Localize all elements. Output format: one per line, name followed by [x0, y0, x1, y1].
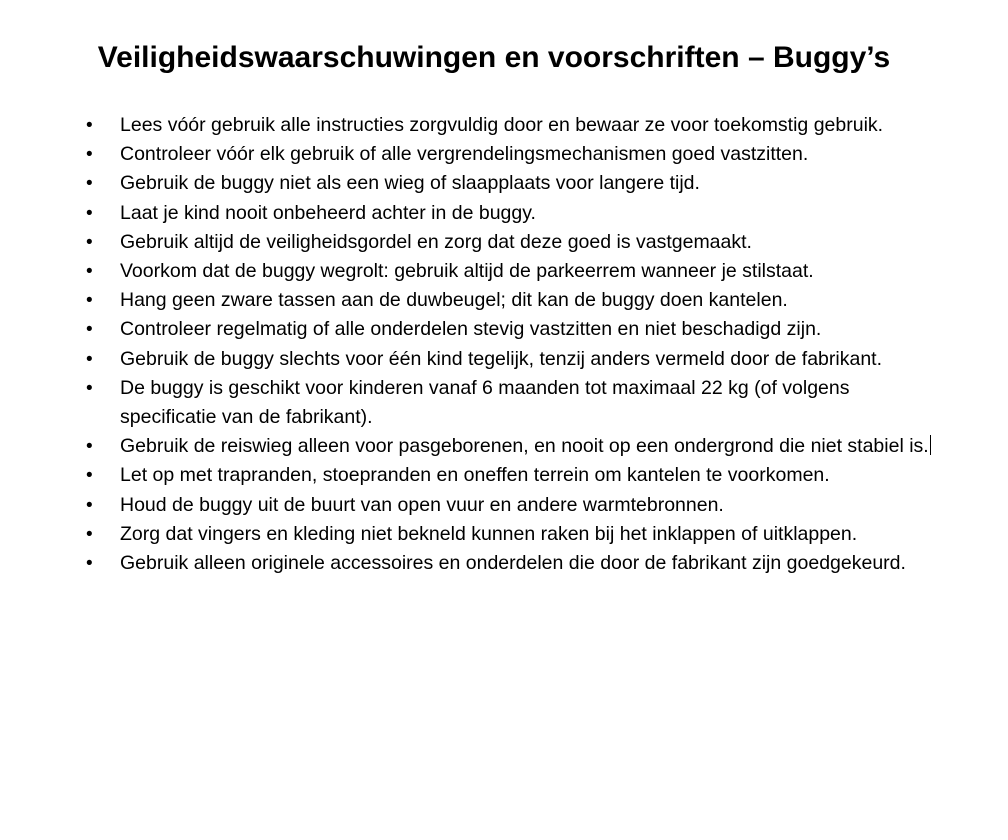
list-item-text: Houd de buggy uit de buurt van open vuur en andere warmtebronnen.: [120, 493, 724, 516]
bullet-icon: •: [86, 377, 93, 399]
bullet-icon: •: [86, 115, 93, 136]
list-item-text: Gebruik altijd de veiligheidsgordel en zorg dat deze goed is vastgemaakt.: [120, 230, 752, 253]
list-item: [0, 520, 950, 549]
list-item: [0, 286, 950, 315]
bullet-icon: •: [86, 144, 93, 166]
bullet-icon: •: [86, 348, 93, 370]
list-item-text: Gebruik de buggy niet als een wieg of slaapplaats voor langere tijd.: [120, 172, 700, 195]
list-item: [0, 140, 950, 169]
list-item: [0, 315, 950, 344]
bullet-icon: •: [86, 261, 93, 283]
list-item: [0, 228, 950, 257]
list-item-text: De buggy is geschikt voor kinderen vanaf 6 maanden tot maximaal 22 kg (of volgens specificatie van de fabrikant).: [120, 376, 850, 429]
list-item: [0, 257, 950, 286]
list-item: [0, 491, 950, 520]
list-item: [0, 199, 950, 228]
bullet-icon: •: [86, 553, 93, 575]
bullet-icon: •: [86, 231, 93, 253]
list-item-active[interactable]: [0, 432, 950, 461]
list-item-text: Gebruik de buggy slechts voor één kind tegelijk, tenzij anders vermeld door de fabrikant.: [120, 347, 883, 370]
bullet-icon: •: [86, 465, 93, 487]
bullet-icon: •: [86, 494, 93, 516]
text-cursor: [930, 435, 932, 455]
list-item-text: Gebruik alleen originele accessoires en onderdelen die door de fabrikant zijn goedgekeurd.: [120, 552, 906, 575]
list-item-text: Gebruik de reiswieg alleen voor pasgeborenen, en nooit op een ondergrond die niet stabiel is.: [120, 435, 929, 458]
document-title: Veiligheidswaarschuwingen en voorschriften – Buggy’s: [97, 41, 891, 74]
list-item: [0, 374, 950, 432]
list-item-text: Hang geen zware tassen aan de duwbeugel; dit kan de buggy doen kantelen.: [120, 289, 788, 312]
list-item-text: Controleer vóór elk gebruik of alle vergrendelingsmechanismen goed vastzitten.: [120, 143, 809, 166]
bullet-icon: •: [86, 173, 93, 195]
list-item: [0, 169, 950, 198]
list-item-text: Laat je kind nooit onbeheerd achter in de buggy.: [120, 201, 536, 224]
safety-bullet-list: [0, 111, 1008, 578]
bullet-icon: •: [86, 290, 93, 312]
list-item: [0, 549, 950, 578]
list-item-text: Controleer regelmatig of alle onderdelen stevig vastzitten en niet beschadigd zijn.: [120, 318, 822, 341]
list-item-text: Zorg dat vingers en kleding niet bekneld kunnen raken bij het inklappen of uitklappen.: [120, 522, 858, 545]
list-item-text: Voorkom dat de buggy wegrolt: gebruik altijd de parkeerrem wanneer je stilstaat.: [120, 260, 814, 283]
bullet-icon: •: [86, 523, 93, 545]
list-item-text: Let op met trapranden, stoepranden en oneffen terrein om kantelen te voorkomen.: [120, 464, 830, 487]
bullet-icon: •: [86, 202, 93, 224]
list-item: [0, 461, 950, 490]
list-item: [0, 111, 950, 140]
list-item-text-editing[interactable]: [120, 432, 950, 461]
bullet-icon: •: [86, 436, 93, 458]
bullet-icon: •: [86, 319, 93, 341]
list-item-text: Lees vóór gebruik alle instructies zorgvuldig door en bewaar ze voor toekomstig gebruik.: [120, 114, 884, 136]
list-item: [0, 345, 950, 374]
